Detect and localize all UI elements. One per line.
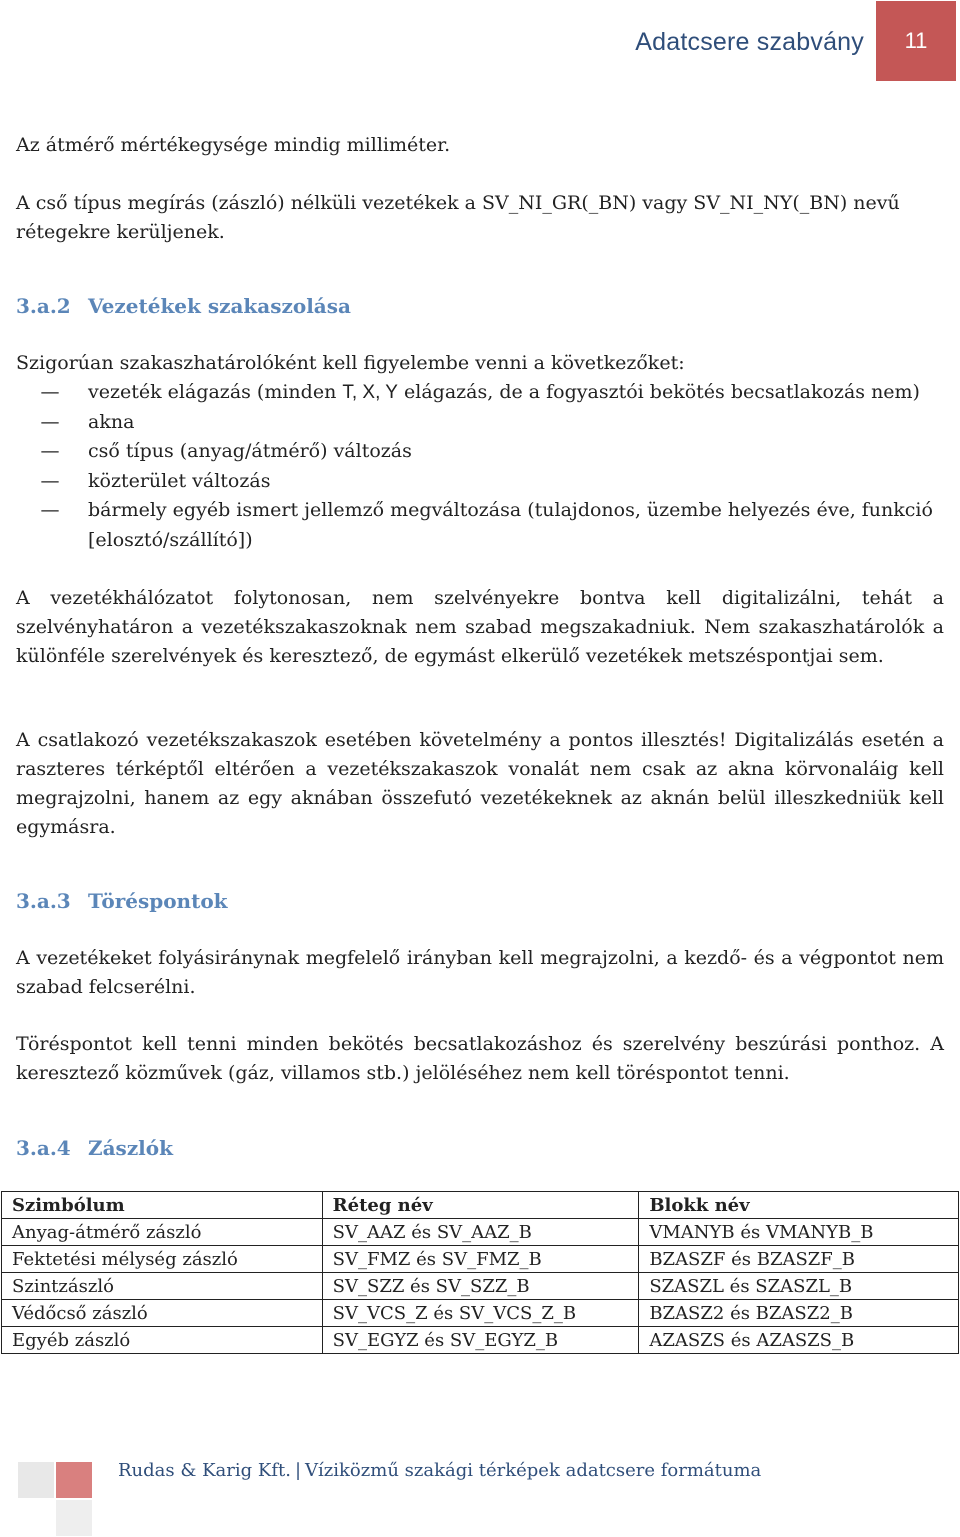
table-header-row [2,1192,959,1219]
paragraph-diameter-unit: Az átmérő mértékegysége mindig milliméter. [16,134,451,156]
section-title: Töréspontok [88,889,228,913]
list-item: — cső típus (anyag/átmérő) változás [16,437,944,467]
table-cell: SV_SZZ és SV_SZZ_B [322,1273,639,1300]
table-row [2,1327,959,1354]
dash-bullet: — [40,469,60,492]
footer-doc-title: Víziközmű szakági térképek adatcsere formátuma [305,1460,762,1481]
footer-square-accent [56,1462,92,1498]
section-heading-3a2 [16,294,351,318]
column-header: Szimbólum [2,1192,323,1219]
dash-bullet: — [40,440,60,462]
column-header: Réteg név [322,1192,639,1219]
section-title: Zászlók [88,1136,173,1160]
paragraph-pipe-type-layers: A cső típus megírás (zászló) nélküli vezetékek a SV_NI_GR(_BN) vagy SV_NI_NY(_BN) nevű rétegekre kerüljenek. [16,192,900,243]
section-number: 3.a.4 [16,1136,71,1160]
table-cell: VMANYB és VMANYB_B [639,1219,959,1246]
table-cell: AZASZS és AZASZS_B [639,1327,959,1354]
table-row [2,1219,959,1246]
paragraph-joining-segments: A csatlakozó vezetékszakaszok esetében követelmény a pontos illesztés! Digitalizálás esetén a raszteres térképtől eltérően a vezetékszakaszok vonalát nem csak az akna körvonaláig kell megrajzolni, hanem az egy aknában összefutó vezetékeknek az aknán belül illeszkedniük kell egymásra. [16,729,944,838]
dash-bullet: — [40,381,60,403]
table-cell: SV_AAZ és SV_AAZ_B [322,1219,639,1246]
footer-separator: | [294,1460,302,1481]
table-cell: Fektetési mélység zászló [2,1246,323,1273]
paragraph-flow-direction: A vezetékeket folyásiránynak megfelelő irányban kell megrajzolni, a kezdő- és a végpontot nem szabad felcserélni. [16,947,944,998]
footer-square-decoration [18,1462,54,1498]
boundary-list [16,378,944,555]
dash-bullet: — [40,410,60,433]
table-cell: SV_VCS_Z és SV_VCS_Z_B [322,1300,639,1327]
table-row [2,1300,959,1327]
dash-bullet: — [40,499,60,521]
list-item: — akna [16,408,944,438]
header-title: Adatcsere szabvány [635,28,864,56]
section-number: 3.a.2 [16,294,71,318]
footer-square-decoration [56,1500,92,1536]
table-cell: Szintzászló [2,1273,323,1300]
paragraph-section-boundaries-intro: Szigorúan szakaszhatárolóként kell figyelembe venni a következőket: [16,352,685,374]
footer-company: Rudas & Karig Kft. [118,1460,291,1481]
column-header: Blokk név [639,1192,959,1219]
paragraph-breakpoints: Töréspontot kell tenni minden bekötés becsatlakozáshoz és szerelvény beszúrási ponthoz. A keresztező közművek (gáz, villamos stb.) jelöléséhez nem kell töréspontot tenni. [16,1033,944,1084]
section-number: 3.a.3 [16,889,71,913]
paragraph-continuous-network: A vezetékhálózatot folytonosan, nem szelvényekre bontva kell digitalizálni, tehát a szelvényhatáron a vezetékszakaszoknak nem szabad megszakadniuk. Nem szakaszhatárolók a különféle szerelvények és keresztező, de egymást elkerülő vezetékek metszéspontjai sem. [16,587,944,667]
table-cell: Egyéb zászló [2,1327,323,1354]
list-item: — bármely egyéb ismert jellemző megváltozása (tulajdonos, üzembe helyezés éve, funkció [elosztó/szállító]) [16,496,944,555]
table-row [2,1246,959,1273]
page-number-badge: 11 [876,1,956,81]
table-cell: BZASZF és BZASZF_B [639,1246,959,1273]
footer [118,1460,761,1481]
table-cell: Anyag-átmérő zászló [2,1219,323,1246]
list-item: — vezeték elágazás (minden T, X, Y elágazás, de a fogyasztói bekötés becsatlakozás nem) [16,378,944,408]
table-cell: Védőcső zászló [2,1300,323,1327]
section-heading-3a3 [16,889,228,913]
list-item: — közterület változás [16,467,944,497]
table-cell: BZASZ2 és BZASZ2_B [639,1300,959,1327]
section-heading-3a4 [16,1136,173,1160]
section-title: Vezetékek szakaszolása [88,294,351,318]
table-cell: SV_EGYZ és SV_EGYZ_B [322,1327,639,1354]
table-row [2,1273,959,1300]
table-cell: SZASZL és SZASZL_B [639,1273,959,1300]
table-cell: SV_FMZ és SV_FMZ_B [322,1246,639,1273]
flags-table [1,1191,959,1354]
